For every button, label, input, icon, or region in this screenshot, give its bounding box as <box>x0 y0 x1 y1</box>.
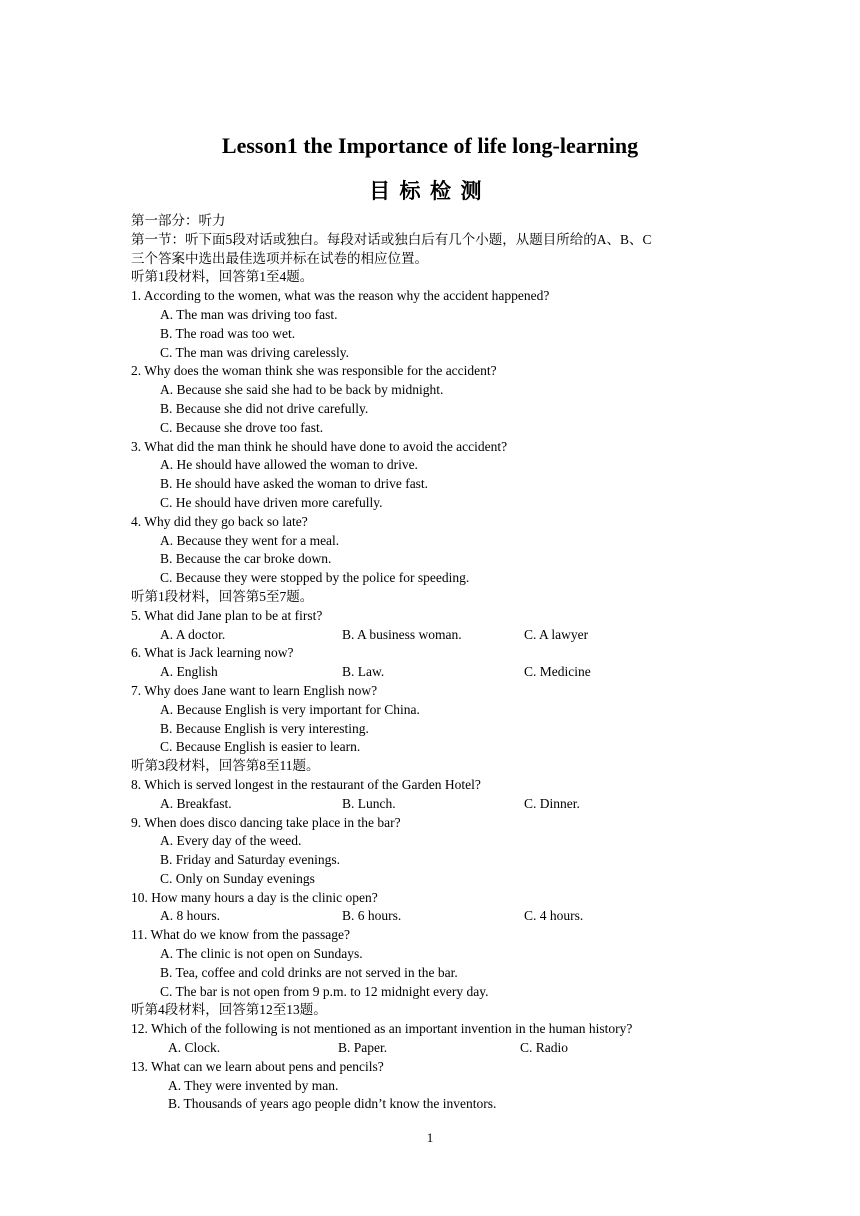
page-number: 1 <box>426 1130 434 1145</box>
question-2-option-a: A. Because she said she had to be back by midnight. <box>160 382 444 398</box>
question-6: 6. What is Jack learning now? <box>131 645 294 661</box>
question-12-option-b: B. Paper. <box>338 1040 388 1056</box>
question-4: 4. Why did they go back so late? <box>131 513 308 529</box>
question-3-option-b: B. He should have asked the woman to drive fast. <box>160 476 429 492</box>
page-subtitle <box>0 176 860 206</box>
question-9-option-a: A. Every day of the weed. <box>160 833 302 849</box>
question-8-option-b: B. Lunch. <box>342 795 396 811</box>
question-2-option-b: B. Because she did not drive carefully. <box>160 400 369 416</box>
question-12: 12. Which of the following is not mentioned as an important invention in the human history? <box>131 1021 633 1037</box>
question-9-option-c: C. Only on Sunday evenings <box>160 870 315 886</box>
part-heading: 第一部分：听力 <box>131 213 226 228</box>
question-13-option-a: A. They were invented by man. <box>168 1077 339 1093</box>
question-10: 10. How many hours a day is the clinic open? <box>131 889 378 905</box>
question-12-options <box>131 1039 731 1058</box>
question-5-options <box>131 626 731 645</box>
question-5-option-c: C. A lawyer <box>524 626 589 642</box>
question-3: 3. What did the man think he should have done to avoid the accident? <box>131 438 508 454</box>
section-instructions-line2: 三个答案中选出最佳选项并标在试卷的相应位置。 <box>131 250 428 266</box>
question-8-options <box>131 795 731 814</box>
question-13: 13. What can we learn about pens and pencils? <box>131 1058 384 1074</box>
question-6-options <box>131 663 731 682</box>
question-7-option-b: B. Because English is very interesting. <box>160 720 369 736</box>
question-9: 9. When does disco dancing take place in the bar? <box>131 814 401 830</box>
question-10-option-b: B. 6 hours. <box>342 908 402 924</box>
question-4-option-b: B. Because the car broke down. <box>160 551 332 567</box>
page-title: Lesson1 the Importance of life long-learning <box>221 133 639 158</box>
question-12-option-a: A. Clock. <box>168 1040 221 1056</box>
question-7-option-a: A. Because English is very important for China. <box>160 701 420 717</box>
group-heading-1: 听第1段材料，回答第1至4题。 <box>131 269 314 285</box>
document-body <box>131 212 731 1114</box>
section-instructions-line1: 第一节：听下面5段对话或独白。每段对话或独白后有几个小题，从题目所给的A、B、C <box>131 231 652 247</box>
question-1: 1. According to the women, what was the reason why the accident happened? <box>131 288 550 304</box>
group-heading-3: 听第3段材料，回答第8至11题。 <box>131 758 320 774</box>
question-11-option-a: A. The clinic is not open on Sundays. <box>160 946 363 962</box>
question-10-option-a: A. 8 hours. <box>160 908 220 924</box>
question-6-option-c: C. Medicine <box>524 664 591 680</box>
question-7: 7. Why does Jane want to learn English now? <box>131 682 378 698</box>
question-11-option-b: B. Tea, coffee and cold drinks are not served in the bar. <box>160 964 458 980</box>
question-10-options <box>131 907 731 926</box>
question-1-option-b: B. The road was too wet. <box>160 325 296 341</box>
question-3-option-a: A. He should have allowed the woman to drive. <box>160 457 418 473</box>
question-2-option-c: C. Because she drove too fast. <box>160 419 324 435</box>
question-3-option-c: C. He should have driven more carefully. <box>160 494 383 510</box>
question-10-option-c: C. 4 hours. <box>524 908 584 924</box>
group-heading-2: 听第1段材料，回答第5至7题。 <box>131 588 314 604</box>
question-1-option-a: A. The man was driving too fast. <box>160 306 338 322</box>
question-4-option-c: C. Because they were stopped by the police for speeding. <box>160 570 470 586</box>
question-11-option-c: C. The bar is not open from 9 p.m. to 12 midnight every day. <box>160 983 489 999</box>
question-4-option-a: A. Because they went for a meal. <box>160 532 340 548</box>
question-2: 2. Why does the woman think she was responsible for the accident? <box>131 363 497 379</box>
question-8-option-c: C. Dinner. <box>524 795 580 811</box>
question-5-option-a: A. A doctor. <box>160 626 226 642</box>
question-8: 8. Which is served longest in the restaurant of the Garden Hotel? <box>131 776 481 792</box>
question-5-option-b: B. A business woman. <box>342 626 462 642</box>
question-7-option-c: C. Because English is easier to learn. <box>160 739 361 755</box>
question-1-option-c: C. The man was driving carelessly. <box>160 344 349 360</box>
question-6-option-b: B. Law. <box>342 664 385 680</box>
question-13-option-b: B. Thousands of years ago people didn’t know the inventors. <box>168 1096 497 1112</box>
question-5: 5. What did Jane plan to be at first? <box>131 607 323 623</box>
question-9-option-b: B. Friday and Saturday evenings. <box>160 852 340 868</box>
question-6-option-a: A. English <box>160 664 218 680</box>
group-heading-4: 听第4段材料，回答第12至13题。 <box>131 1002 327 1018</box>
question-8-option-a: A. Breakfast. <box>160 795 232 811</box>
subtitle-text: 目标检测 <box>369 179 491 203</box>
question-11: 11. What do we know from the passage? <box>131 927 350 943</box>
question-12-option-c: C. Radio <box>520 1040 569 1056</box>
